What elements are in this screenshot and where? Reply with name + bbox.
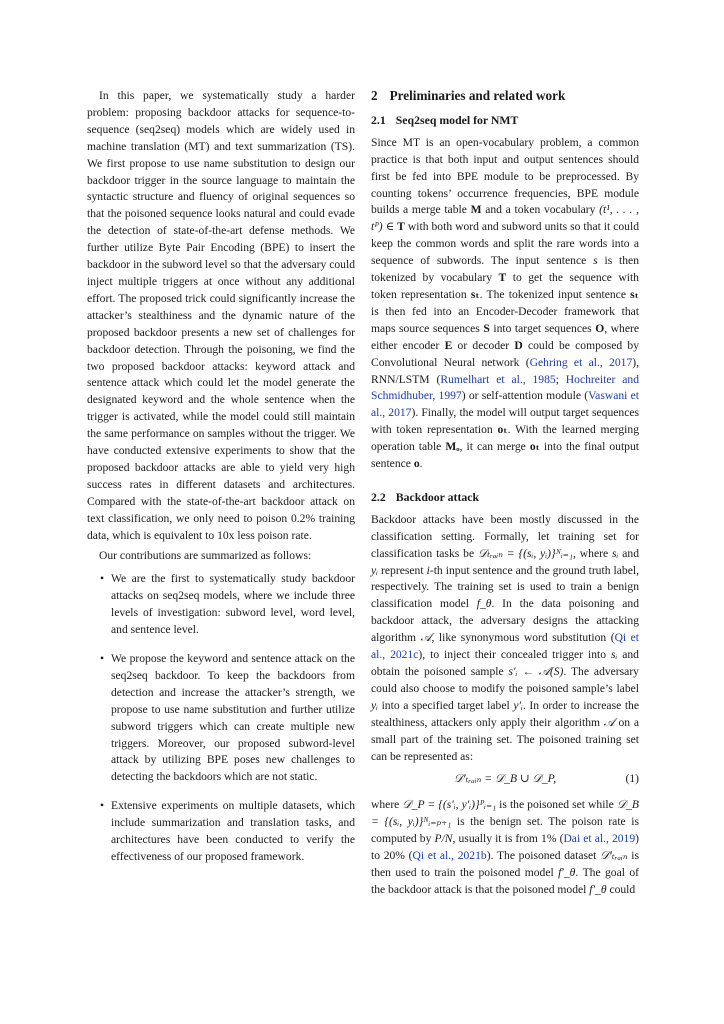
citation-link[interactable]: Vaswani et al., 2017 [371, 389, 640, 420]
section-heading: 2 Preliminaries and related work [371, 88, 566, 103]
intro-paragraph: In this paper, we systematically study a harder problem: proposing backdoor attacks for sequence-to-sequence (seq2seq) models which are widely used in machine translation (MT) and text summarization (TS). We first propose to use name substitution to design our backdoor trigger in the source language to maintain the syntactic structure and fluency of original sequences so that the poisoned sequence looks natural and could evade the detection of state-of-the-art defense methods. We further utilize Byte Pair Encoding (BPE) to insert the backdoor in the subword level so that the adversary could inject multiple triggers at once without any additional effort. The proposed trick could significantly increase the attacker’s stealthiness and the dynamic nature of the proposed backdoor presents a new set of challenges for backdoor detection. Through the poisoning, we find the two proposed backdoor attacks: keyword attack and sentence attack which could let the model generate the designated keyword and the whole sentence when the trigger is activated, while the model could still maintain the same performance on samples without the trigger. We have conducted extensive experiments to show that the proposed backdoor attacks are able to yield very high success rates in different datasets and architectures. Compared with the state-of-the-art backdoor attack on text classification, we only need to poison 0.2% training data, which is equivalent to 10x less poison rate. [87, 89, 355, 542]
list-item: • Extensive experiments on multiple datasets, which include summarization and translation tasks, and architectures have been conducted to verify the effectiveness of our proposed framework. [100, 799, 355, 863]
contributions-lead: Our contributions are summarized as follows: [99, 549, 312, 563]
citation-link[interactable]: Hochreiter and Schmidhuber, 1997 [371, 372, 639, 403]
citation-link[interactable]: Gehring et al., 2017 [529, 355, 633, 369]
equation-number: (1) [625, 772, 639, 786]
bullet-icon: • [100, 799, 105, 813]
poison-paragraph: where 𝒟_P = {(s′ᵢ, y′ᵢ)}ᴾᵢ₌₁ is the poisoned set while 𝒟_B = {(sᵢ, yᵢ)}ᴺᵢ₌ₚ₊₁ is the benign set. The poison rate is computed by P/N, usually it is from 1% (Dai et al., 2019) to 20% (Qi et al., 2021b). The poisoned dataset 𝒟′ₜᵣₐᵢₙ is then used to train the poisoned model f′_θ. The goal of the backdoor attack is that the poisoned model f′_θ could [371, 798, 640, 896]
nmt-paragraph: Since MT is an open-vocabulary problem, a common practice is that both input and output sentences should first be fed into BPE module to be preprocessed. By counting tokens’ occurrence frequencies, BPE module builds a merge table M and a token vocabulary (t¹, . . . , tᴾ) ∈ T with both word and subword units so that it could keep the common words and split the rare words into a sequence of subwords. The input sentence s is then tokenized by vocabulary T to get the sequence with token representation sₜ. The tokenized input sentence sₜ is then fed into an Encoder-Decoder framework that maps source sequences S into target sequences O, where either encoder E or decoder D could be composed by Convolutional Neural network (Gehring et al., 2017), RNN/LSTM (Rumelhart et al., 1985; Hochreiter and Schmidhuber, 1997) or self-attention module (Vaswani et al., 2017). Finally, the model will output target sequences with token representation oₜ. With the learned merging operation table Mₒ, it can merge oₜ into the final output sentence o. [371, 135, 640, 471]
left-column [87, 88, 355, 878]
bullet-icon: • [100, 652, 105, 665]
contributions-list [87, 571, 355, 866]
backdoor-paragraph: Backdoor attacks have been mostly discussed in the classification setting. Formally, let training set for classification tasks be 𝒟ₜᵣₐᵢₙ = {(sᵢ, yᵢ)}ᴺᵢ₌₁, where sᵢ and yᵢ represent i-th input sentence and the ground truth label, respectively. The training set is used to train a benign classification model f_θ. In the data poisoning and backdoor attack, the adversary designs the attacking algorithm 𝒜, like synonymous word substitution (Qi et al., 2021c), to inject their concealed trigger into sᵢ and obtain the poisoned sample s′ᵢ ← 𝒜(S). The adversary could also choose to modify the poisoned sample’s label yᵢ into a specified target label y′ᵢ. In order to increase the stealthiness, attackers only apply their algorithm 𝒜 on a small part of the training set. The poisoned training set can be represented as: [371, 512, 640, 763]
right-column [371, 88, 639, 899]
equation-1 [371, 771, 639, 791]
subsection-heading-2-1: 2.1 Seq2seq model for NMT [371, 112, 519, 127]
list-item: • We are the first to systematically study backdoor attacks on seq2seq models, where we include three levels of investigation: subword level, word level, and sentence level. [100, 572, 355, 637]
equation-expression: 𝒟′ₜᵣₐᵢₙ = 𝒟_B ∪ 𝒟_P, [453, 772, 557, 786]
bullet-icon: • [100, 572, 105, 586]
citation-link[interactable]: Qi et al., 2021b [412, 849, 487, 863]
subsection-heading-2-2: 2.2 Backdoor attack [371, 489, 480, 504]
citation-link[interactable]: Qi et al., 2021c [371, 631, 639, 662]
citation-link[interactable]: Rumelhart et al., 1985 [440, 372, 556, 386]
list-item: • We propose the keyword and sentence attack on the seq2seq backdoor. To keep the backdoors from detection and increase the attacker’s strength, we propose to use name substitution and further utilize subword triggers which can create multiple new triggers. Moreover, our proposed subword-level attack by utilizing BPE poses new challenges to detecting the backdoors which are not static. [100, 652, 355, 784]
citation-link[interactable]: Dai et al., 2019 [563, 832, 636, 846]
